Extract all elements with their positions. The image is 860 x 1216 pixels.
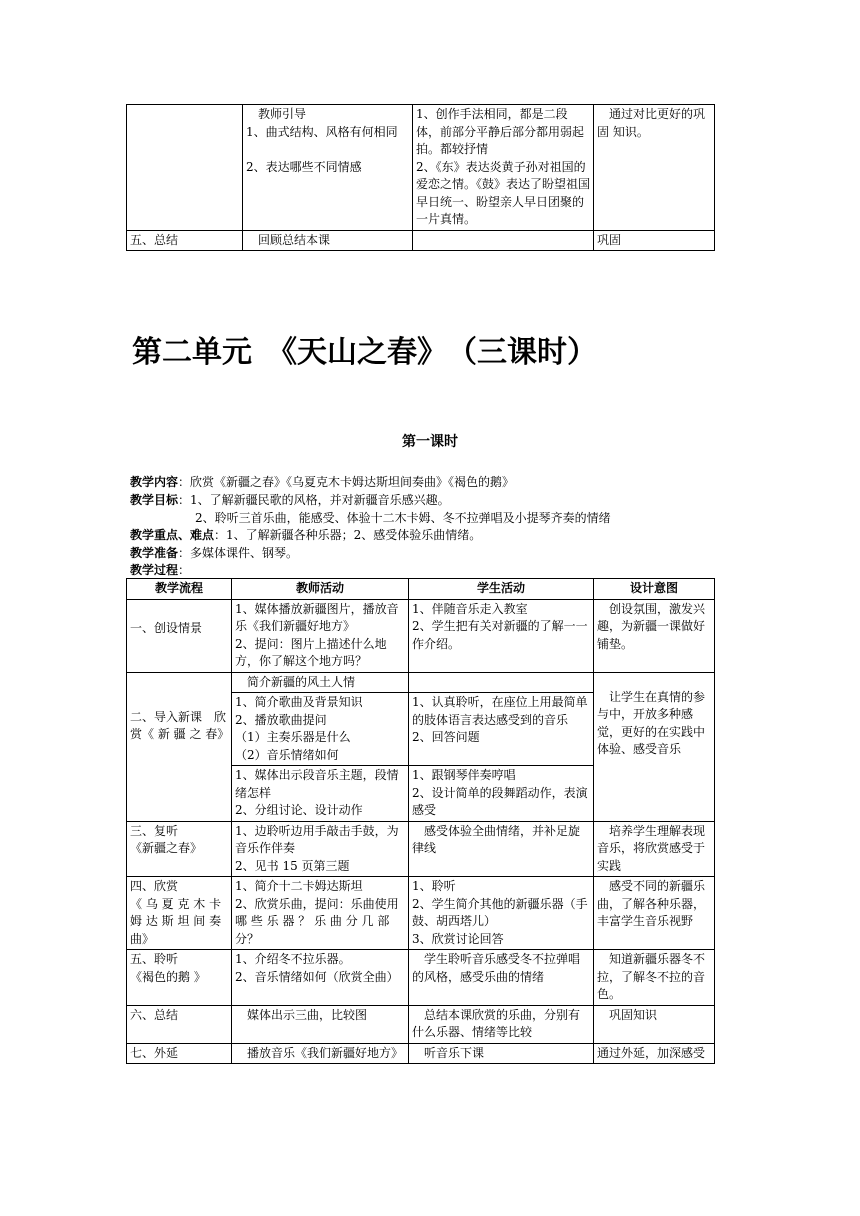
process-label: 教学过程 bbox=[130, 563, 179, 577]
flow-cell: 一、创设情景 bbox=[127, 599, 232, 672]
teacher-cell: 1、简介十二卡姆达斯坦 2、欣赏乐曲，提问：乐曲使用 哪 些 乐 器 ？ 乐 曲 分 几 部分？ bbox=[232, 877, 409, 950]
table-row bbox=[127, 950, 715, 1006]
flow-cell: 五、总结 bbox=[127, 230, 243, 251]
teacher-cell: 1、简介歌曲及背景知识 2、播放歌曲提问 （1）主奏乐器是什么 （2）音乐情绪如何 bbox=[232, 693, 409, 766]
goal-2: 2、聆听三首乐曲，能感受、体验十二木卡姆、冬不拉弹唱及小提琴齐奏的情绪 bbox=[195, 511, 611, 525]
design-cell: 培养学生理解表现音乐，将欣赏感受于实践 bbox=[594, 821, 715, 877]
keypoints-label: 教学重点、难点 bbox=[130, 528, 215, 542]
goal-1: ：1、了解新疆民歌的风格，并对新疆音乐感兴趣。 bbox=[178, 493, 450, 507]
top-table bbox=[126, 104, 715, 251]
teacher-cell: 1、介绍冬不拉乐器。 2、音乐情绪如何（欣赏全曲） bbox=[232, 950, 409, 1006]
lesson-title: 第一课时 bbox=[402, 434, 458, 450]
header-design: 设计意图 bbox=[594, 579, 715, 600]
teaching-process bbox=[130, 562, 190, 579]
student-cell: 学生聆听音乐感受冬不拉弹唱的风格，感受乐曲的情绪 bbox=[409, 950, 594, 1006]
teaching-content bbox=[130, 474, 514, 491]
table-row bbox=[127, 672, 715, 693]
teacher-cell: 1、边聆听边用手敲击手鼓，为音乐作伴奏 2、见书 15 页第三题 bbox=[232, 821, 409, 877]
teacher-cell: 1、媒体播放新疆图片，播放音乐《我们新疆好地方》 2、提问：图片上描述什么地方，你了解这个地方吗？ bbox=[232, 599, 409, 672]
table-header-row bbox=[127, 579, 715, 600]
header-flow: 教学流程 bbox=[127, 579, 232, 600]
table-row bbox=[127, 877, 715, 950]
table-row bbox=[127, 821, 715, 877]
table-row bbox=[127, 105, 715, 231]
teacher-cell: 媒体出示三曲，比较图 bbox=[232, 1005, 409, 1043]
process-colon: ： bbox=[178, 563, 191, 577]
table-row bbox=[127, 230, 715, 251]
prep-text: ：多媒体课件、钢琴。 bbox=[178, 546, 299, 560]
student-cell: 听音乐下课 bbox=[409, 1043, 594, 1064]
teacher-cell: 1、媒体出示段音乐主题，段情绪怎样 2、分组讨论、设计动作 bbox=[232, 766, 409, 822]
flow-cell: 五、聆听 《褐色的鹅 》 bbox=[127, 950, 232, 1006]
table-row bbox=[127, 599, 715, 672]
content-label: 教学内容 bbox=[130, 475, 179, 489]
design-cell: 让学生在真情的参与中，开放多种感觉，更好的在实践中体验、感受音乐 bbox=[594, 672, 715, 821]
lesson-table bbox=[126, 578, 715, 1064]
teacher-cell: 播放音乐《我们新疆好地方》 bbox=[232, 1043, 409, 1064]
student-cell: 感受体验全曲情绪，并补足旋律线 bbox=[409, 821, 594, 877]
design-cell: 巩固知识 bbox=[594, 1005, 715, 1043]
header-teacher: 教师活动 bbox=[232, 579, 409, 600]
design-cell: 知道新疆乐器冬不拉，了解冬不拉的音色。 bbox=[594, 950, 715, 1006]
design-cell: 巩固 bbox=[594, 230, 715, 251]
teacher-cell: 教师引导 1、曲式结构、风格有何相同 2、表达哪些不同情感 bbox=[243, 105, 413, 231]
flow-cell: 四、欣赏 《 乌 夏 克 木 卡 姆 达 斯 坦 间 奏 曲》 bbox=[127, 877, 232, 950]
teaching-prep bbox=[130, 545, 298, 562]
keypoints-text: ：1、了解新疆各种乐器；2、感受体验乐曲情绪。 bbox=[214, 528, 482, 542]
student-cell: 1、伴随音乐走入教室 2、学生把有关对新疆的了解一一作介绍。 bbox=[409, 599, 594, 672]
flow-cell: 七、外延 bbox=[127, 1043, 232, 1064]
unit-title: 第二单元 《天山之春》 （三课时） bbox=[132, 335, 597, 370]
teacher-cell: 回顾总结本课 bbox=[243, 230, 413, 251]
student-cell: 1、认真聆听，在座位上用最简单的肢体语言表达感受到的音乐 2、回答问题 bbox=[409, 693, 594, 766]
student-cell bbox=[409, 672, 594, 693]
design-cell: 通过外延，加深感受 bbox=[594, 1043, 715, 1064]
key-points bbox=[130, 527, 481, 544]
teacher-cell: 简介新疆的风土人情 bbox=[232, 672, 409, 693]
design-cell: 感受不同的新疆乐曲，了解各种乐器，丰富学生音乐视野 bbox=[594, 877, 715, 950]
design-cell: 创设氛围，激发兴趣，为新疆一课做好铺垫。 bbox=[594, 599, 715, 672]
student-cell: 总结本课欣赏的乐曲，分别有什么乐器、情绪等比较 bbox=[409, 1005, 594, 1043]
student-cell: 1、跟钢琴伴奏哼唱 2、设计简单的段舞蹈动作，表演感受 bbox=[409, 766, 594, 822]
student-cell: 1、聆听 2、学生简介其他的新疆乐器（手鼓、胡西塔儿） 3、欣赏讨论回答 bbox=[409, 877, 594, 950]
table-row bbox=[127, 1005, 715, 1043]
flow-cell: 三、复听 《新疆之春》 bbox=[127, 821, 232, 877]
goals-label: 教学目标 bbox=[130, 493, 179, 507]
table-row bbox=[127, 1043, 715, 1064]
student-cell: 1、创作手法相同，都是二段体，前部分平静后部分都用弱起拍。都较抒情 2、《东》表达炎黄子孙对祖国的爱恋之情。《鼓》表达了盼望祖国早日统一、盼望亲人早日团聚的一片真情。 bbox=[413, 105, 594, 231]
design-cell: 通过对比更好的巩固 知识。 bbox=[594, 105, 715, 231]
flow-cell: 二、导入新课 欣 赏《 新 疆 之 春》 bbox=[127, 672, 232, 821]
flow-cell bbox=[127, 105, 243, 231]
header-student: 学生活动 bbox=[409, 579, 594, 600]
content-text: ：欣赏《新疆之春》《乌夏克木卡姆达斯坦间奏曲》《褐色的鹅》 bbox=[178, 475, 515, 489]
teaching-goals bbox=[130, 492, 450, 509]
flow-cell: 六、总结 bbox=[127, 1005, 232, 1043]
student-cell bbox=[413, 230, 594, 251]
prep-label: 教学准备 bbox=[130, 546, 179, 560]
